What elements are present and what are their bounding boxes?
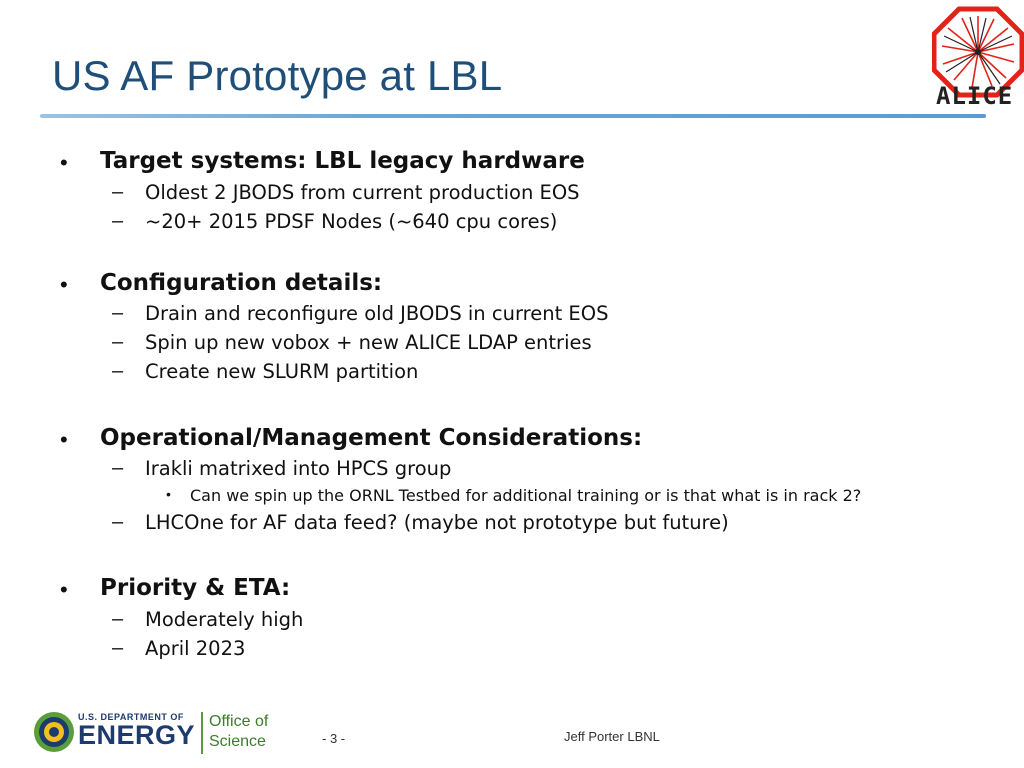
dash-icon: – [112, 331, 124, 353]
footer-divider [201, 712, 203, 754]
title-underline [40, 114, 986, 118]
doe-seal-icon [33, 711, 75, 753]
dash-icon: – [112, 360, 124, 382]
section-heading: Target systems: LBL legacy hardware [100, 148, 585, 174]
list-item: Irakli matrixed into HPCS group [145, 457, 452, 480]
list-item: Moderately high [145, 608, 304, 631]
section-heading: Operational/Management Considerations: [100, 425, 643, 451]
dash-icon: – [112, 511, 124, 533]
bullet-icon: • [60, 272, 68, 297]
bullet-icon: • [60, 427, 68, 452]
dash-icon: – [112, 608, 124, 630]
alice-logo-text: ALICE [936, 82, 1014, 110]
doe-energy-label: ENERGY [78, 720, 196, 750]
footer-author: Jeff Porter LBNL [564, 729, 660, 744]
list-item: Drain and reconfigure old JBODS in current EOS [145, 302, 609, 325]
section-heading: Configuration details: [100, 270, 383, 296]
office-of-science-label [209, 712, 268, 752]
page-number: - 3 - [322, 731, 346, 746]
office-line-2: Science [209, 733, 266, 750]
list-item: Create new SLURM partition [145, 360, 419, 383]
doe-department-label: U.S. DEPARTMENT OF [78, 712, 184, 722]
sub-list-item: Can we spin up the ORNL Testbed for additional training or is that what is in rack 2? [190, 486, 862, 505]
dash-icon: – [112, 181, 124, 203]
list-item: Oldest 2 JBODS from current production EOS [145, 181, 580, 204]
list-item: Spin up new vobox + new ALICE LDAP entries [145, 331, 592, 354]
bullet-icon: • [60, 150, 68, 175]
section-heading: Priority & ETA: [100, 575, 291, 601]
slide-title: US AF Prototype at LBL [52, 52, 503, 99]
dash-icon: – [112, 210, 124, 232]
list-item: April 2023 [145, 637, 246, 660]
bullet-icon: • [60, 577, 68, 602]
list-item: LHCOne for AF data feed? (maybe not prototype but future) [145, 511, 729, 534]
dash-icon: – [112, 457, 124, 479]
sub-bullet-icon: • [166, 486, 171, 502]
office-line-1: Office of [209, 713, 269, 730]
doe-wordmark [78, 712, 195, 749]
dash-icon: – [112, 302, 124, 324]
dash-icon: – [112, 637, 124, 659]
list-item: ~20+ 2015 PDSF Nodes (~640 cpu cores) [145, 210, 558, 233]
